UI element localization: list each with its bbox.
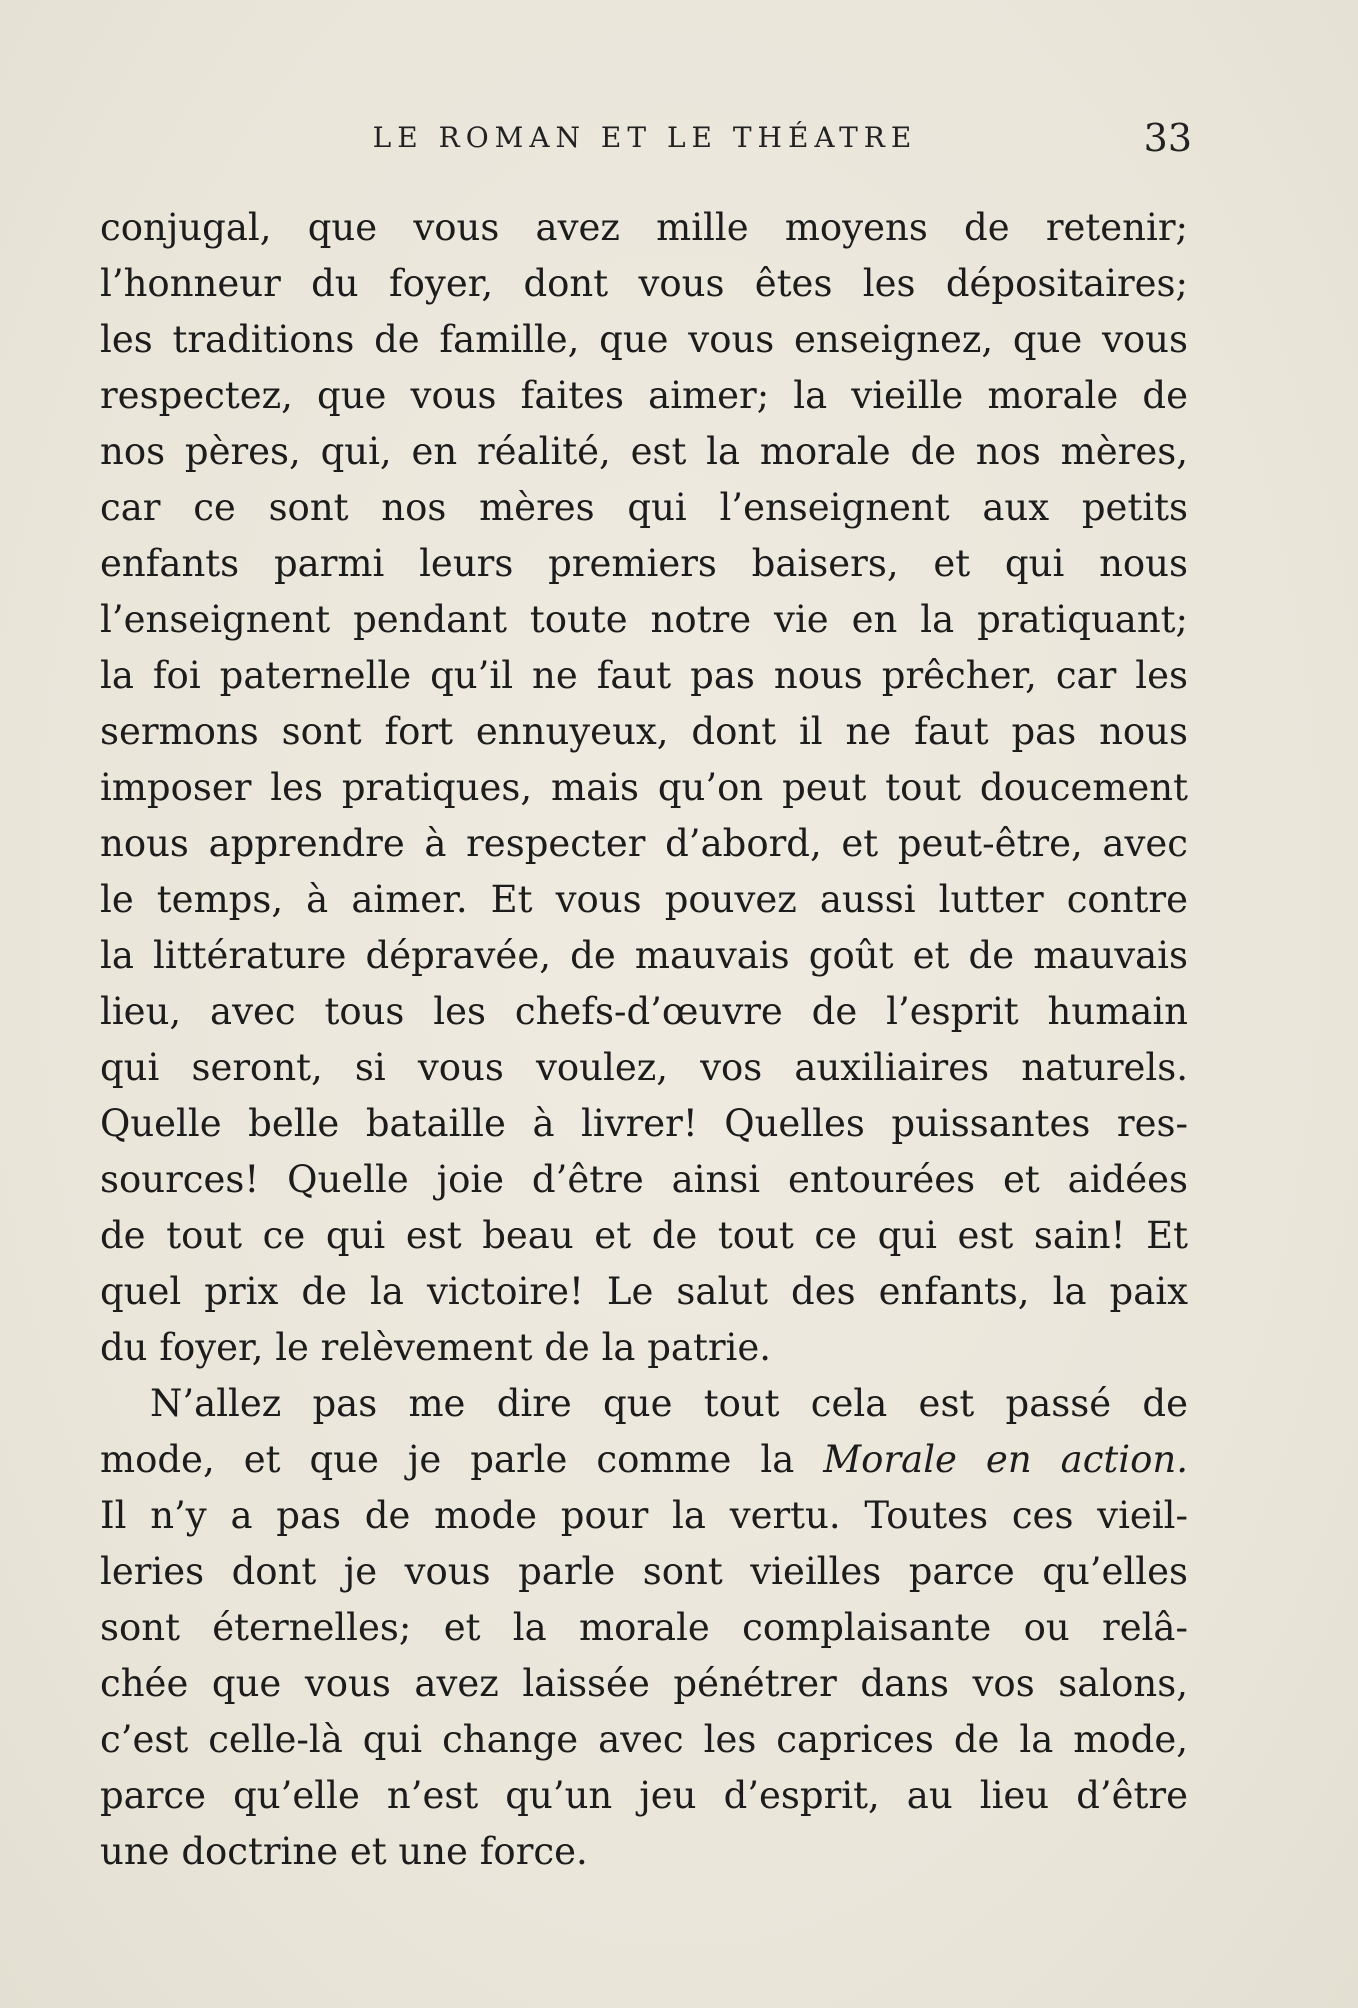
- text-line: une doctrine et une force.: [100, 1830, 588, 1873]
- text-line: conjugal, que vous avez mille moyens de retenir;: [100, 206, 1188, 249]
- paragraph-1: [100, 200, 1188, 1376]
- running-head: [100, 113, 1190, 163]
- text-line-with-italic: [100, 1432, 1188, 1488]
- text-line: chée que vous avez laissée pénétrer dans vos salons,: [100, 1662, 1188, 1705]
- text-line: Quelle belle bataille à livrer! Quelles puissantes res-: [100, 1102, 1188, 1145]
- text-line: Il n’y a pas de mode pour la vertu. Toutes ces vieil-: [100, 1494, 1188, 1537]
- text-line: imposer les pratiques, mais qu’on peut tout doucement: [100, 766, 1188, 809]
- text-line: lieu, avec tous les chefs-d’œuvre de l’esprit humain: [100, 990, 1188, 1033]
- text-line: qui seront, si vous voulez, vos auxiliaires naturels.: [100, 1046, 1188, 1089]
- text-line: la foi paternelle qu’il ne faut pas nous prêcher, car les: [100, 654, 1188, 697]
- text-segment: mode, et que je parle comme la: [100, 1438, 824, 1481]
- text-line: c’est celle-là qui change avec les caprices de la mode,: [100, 1718, 1188, 1761]
- text-line: enfants parmi leurs premiers baisers, et qui nous: [100, 542, 1188, 585]
- text-line: sont éternelles; et la morale complaisante ou relâ-: [100, 1606, 1188, 1649]
- text-line: leries dont je vous parle sont vieilles parce qu’elles: [100, 1550, 1188, 1593]
- text-line: nous apprendre à respecter d’abord, et peut-être, avec: [100, 822, 1188, 865]
- text-line: quel prix de la victoire! Le salut des enfants, la paix: [100, 1270, 1188, 1313]
- italic-title: Morale en action.: [823, 1438, 1188, 1481]
- text-line: les traditions de famille, que vous enseignez, que vous: [100, 318, 1188, 361]
- text-line: respectez, que vous faites aimer; la vieille morale de: [100, 374, 1188, 417]
- text-line: car ce sont nos mères qui l’enseignent aux petits: [100, 486, 1188, 529]
- text-line: l’enseignent pendant toute notre vie en la pratiquant;: [100, 598, 1188, 641]
- running-title: LE ROMAN ET LE THÉATRE: [372, 121, 918, 154]
- text-line: le temps, à aimer. Et vous pouvez aussi lutter contre: [100, 878, 1188, 921]
- text-line: l’honneur du foyer, dont vous êtes les dépositaires;: [100, 262, 1188, 305]
- page-number: 33: [1143, 116, 1192, 160]
- text-line: N’allez pas me dire que tout cela est passé de: [150, 1382, 1188, 1425]
- body-text: [100, 200, 1188, 1880]
- text-line: parce qu’elle n’est qu’un jeu d’esprit, au lieu d’être: [100, 1774, 1188, 1817]
- text-line: sermons sont fort ennuyeux, dont il ne faut pas nous: [100, 710, 1188, 753]
- text-line: sources! Quelle joie d’être ainsi entourées et aidées: [100, 1158, 1188, 1201]
- text-line: de tout ce qui est beau et de tout ce qui est sain! Et: [100, 1214, 1188, 1257]
- text-line: la littérature dépravée, de mauvais goût et de mauvais: [100, 934, 1188, 977]
- text-line: du foyer, le relèvement de la patrie.: [100, 1326, 772, 1369]
- paragraph-2: [100, 1376, 1188, 1880]
- text-line: nos pères, qui, en réalité, est la morale de nos mères,: [100, 430, 1188, 473]
